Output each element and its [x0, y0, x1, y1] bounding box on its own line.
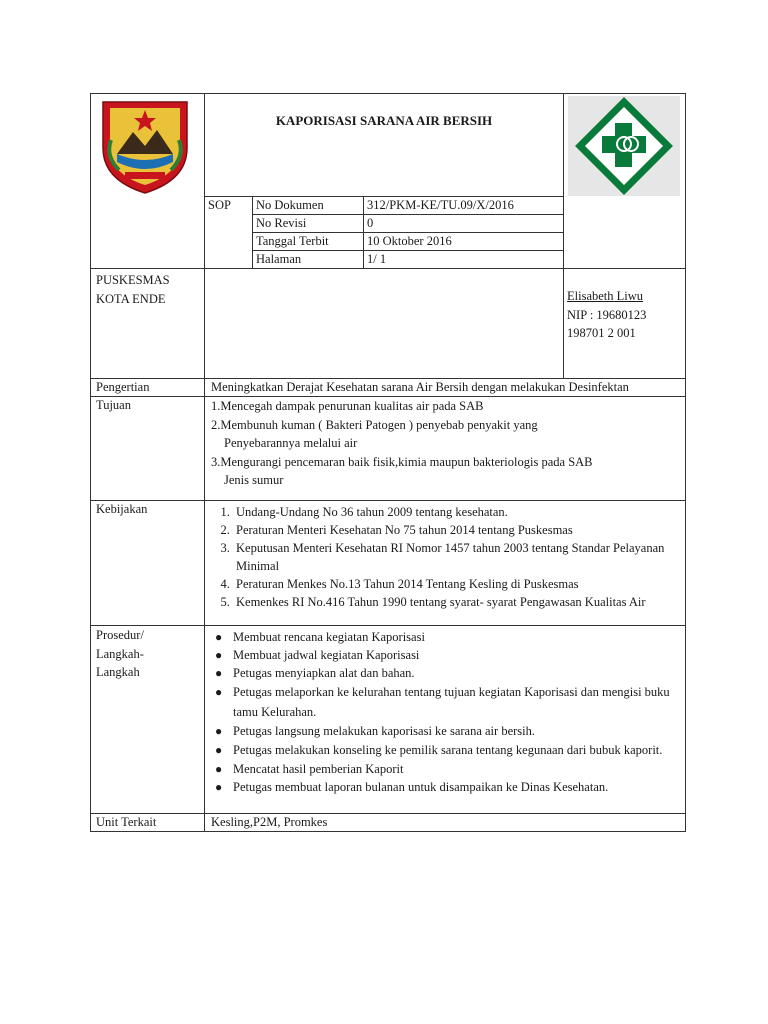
prosedur-item — [215, 760, 682, 778]
kebijakan-list — [211, 503, 682, 611]
prosedur-item-text: Membuat jadwal kegiatan Kaporisasi — [233, 648, 420, 662]
sop-document — [90, 93, 685, 832]
meta-value-halaman: 1/ 1 — [364, 251, 564, 269]
unit-terkait-text: Kesling,P2M, Promkes — [205, 814, 686, 832]
bullet-icon: ● — [215, 685, 223, 699]
kebijakan-item: 3. Keputusan Menteri Kesehatan RI Nomor 1457 tahun 2003 tentang Standar Pelayanan Minimal — [233, 539, 682, 575]
signatory-name: Elisabeth Liwu — [567, 289, 644, 303]
prosedur-label-line-3: Langkah — [96, 665, 140, 679]
bullet-icon: ● — [215, 780, 223, 794]
document-title: KAPORISASI SARANA AIR BERSIH — [205, 94, 564, 197]
kesehatan-logo-cell — [564, 94, 686, 269]
bullet-icon: ● — [215, 724, 223, 738]
kebijakan-item: 5. Kemenkes RI No.416 Tahun 1990 tentang syarat- syarat Pengawasan Kualitas Air — [233, 593, 682, 611]
kebijakan-content — [205, 501, 686, 626]
regional-emblem-icon — [95, 96, 200, 196]
prosedur-item-text: Petugas melakukan konseling ke pemilik sarana tentang kegunaan dari bubuk kaporit. — [233, 743, 663, 757]
meta-label-no-dokumen: No Dokumen — [253, 197, 364, 215]
tujuan-label: Tujuan — [91, 397, 205, 501]
institution-line-2: KOTA ENDE — [96, 291, 166, 306]
prosedur-item-text: Petugas melaporkan ke kelurahan tentang tujuan kegiatan Kaporisasi dan mengisi buku tamu Kelurahan. — [233, 685, 670, 719]
tujuan-line-4: 3.Mengurangi pencemaran baik fisik,kimia maupun bakteriologis pada SAB — [211, 454, 593, 469]
prosedur-label-line-1: Prosedur/ — [96, 628, 144, 642]
bullet-icon: ● — [215, 666, 223, 680]
bullet-icon: ● — [215, 648, 223, 662]
green-cross-logo-icon — [568, 96, 681, 196]
prosedur-item — [215, 646, 682, 664]
tujuan-line-3: Penyebarannya melalui air — [224, 436, 358, 450]
prosedur-item-text: Petugas menyiapkan alat dan bahan. — [233, 666, 415, 680]
kebijakan-item: 1. Undang-Undang No 36 tahun 2009 tentang kesehatan. — [233, 503, 682, 521]
emblem-cell — [91, 94, 205, 269]
bullet-icon: ● — [215, 630, 223, 644]
meta-label-no-revisi: No Revisi — [253, 215, 364, 233]
prosedur-item — [215, 722, 682, 740]
prosedur-item — [215, 628, 682, 646]
prosedur-list — [211, 628, 682, 796]
signatory-block — [564, 269, 686, 379]
institution-line-1: PUSKESMAS — [96, 273, 170, 287]
bullet-icon: ● — [215, 743, 223, 757]
blank-cell — [205, 269, 564, 379]
meta-value-no-dokumen: 312/PKM-KE/TU.09/X/2016 — [364, 197, 564, 215]
tujuan-line-1: 1.Mencegah dampak penurunan kualitas air pada SAB — [211, 399, 484, 413]
meta-label-halaman: Halaman — [253, 251, 364, 269]
prosedur-item-text: Petugas langsung melakukan kaporisasi ke sarana air bersih. — [233, 724, 535, 738]
meta-label-tanggal-terbit: Tanggal Terbit — [253, 233, 364, 251]
signatory-nip-line-1: NIP : 19680123 — [567, 307, 647, 322]
meta-value-tanggal-terbit: 10 Oktober 2016 — [364, 233, 564, 251]
prosedur-item — [215, 682, 682, 722]
kebijakan-item: 4. Peraturan Menkes No.13 Tahun 2014 Tentang Kesling di Puskesmas — [233, 575, 682, 593]
prosedur-item — [215, 778, 682, 796]
prosedur-label — [91, 626, 205, 814]
tujuan-line-2: 2.Membunuh kuman ( Bakteri Patogen ) penyebab penyakit yang — [211, 417, 538, 432]
institution-name — [91, 269, 205, 379]
prosedur-item-text: Petugas membuat laporan bulanan untuk disampaikan ke Dinas Kesehatan. — [233, 780, 609, 794]
prosedur-item — [215, 664, 682, 682]
prosedur-content — [205, 626, 686, 814]
sop-table — [90, 93, 686, 832]
prosedur-item-text: Mencatat hasil pemberian Kaporit — [233, 762, 404, 776]
pengertian-label: Pengertian — [91, 379, 205, 397]
tujuan-content — [205, 397, 686, 501]
kebijakan-label: Kebijakan — [91, 501, 205, 626]
sop-label: SOP — [205, 197, 253, 269]
prosedur-item-text: Membuat rencana kegiatan Kaporisasi — [233, 630, 425, 644]
kebijakan-item: 2. Peraturan Menteri Kesehatan No 75 tahun 2014 tentang Puskesmas — [233, 521, 682, 539]
bullet-icon: ● — [215, 762, 223, 776]
unit-terkait-label: Unit Terkait — [91, 814, 205, 832]
pengertian-text: Meningkatkan Derajat Kesehatan sarana Air Bersih dengan melakukan Desinfektan — [205, 379, 686, 397]
tujuan-line-5: Jenis sumur — [224, 473, 284, 487]
signatory-nip-line-2: 198701 2 001 — [567, 326, 636, 340]
prosedur-item — [215, 740, 682, 760]
prosedur-label-line-2: Langkah- — [96, 646, 144, 661]
meta-value-no-revisi: 0 — [364, 215, 564, 233]
